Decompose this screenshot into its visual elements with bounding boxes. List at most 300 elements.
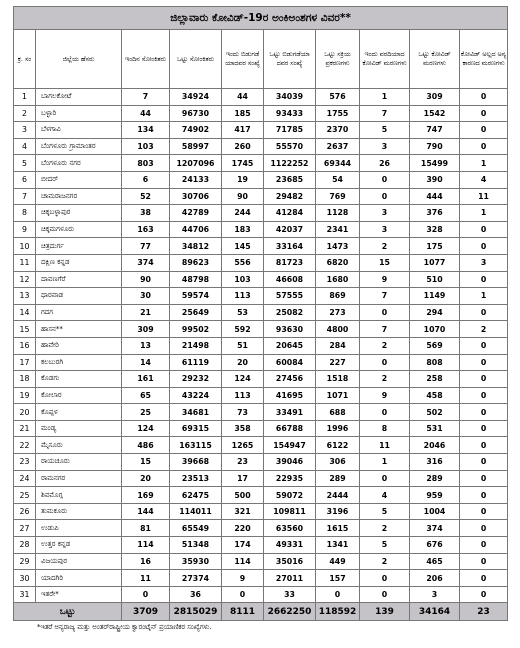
- district-name-cell: ಬೆಂಗಳೂರು ಗ್ರಾಮಾಂತರ: [36, 138, 122, 155]
- value-cell: 54: [316, 171, 360, 188]
- serial-number-cell: 24: [14, 470, 36, 487]
- value-cell: 556: [222, 254, 264, 271]
- value-cell: 0: [460, 553, 508, 570]
- value-cell: 65: [122, 387, 170, 404]
- value-cell: 38: [122, 205, 170, 222]
- value-cell: 7: [122, 89, 170, 106]
- table-row: [14, 387, 508, 404]
- value-cell: 43224: [170, 387, 222, 404]
- district-name-cell: ವಿಜಯಪುರ: [36, 553, 122, 570]
- value-cell: 258: [410, 371, 460, 388]
- value-cell: 36: [170, 586, 222, 603]
- value-cell: 0: [316, 586, 360, 603]
- value-cell: 62475: [170, 487, 222, 504]
- value-cell: 51: [222, 337, 264, 354]
- table-row: [14, 570, 508, 587]
- value-cell: 376: [410, 205, 460, 222]
- value-cell: 1615: [316, 520, 360, 537]
- serial-number-cell: 16: [14, 337, 36, 354]
- table-row: [14, 105, 508, 122]
- serial-number-cell: 10: [14, 238, 36, 255]
- value-cell: 13: [122, 337, 170, 354]
- district-name-cell: ದಾವಣಗೆರೆ: [36, 271, 122, 288]
- value-cell: 2: [360, 553, 410, 570]
- value-cell: 3: [360, 221, 410, 238]
- district-name-cell: ಬಳ್ಳಾರಿ: [36, 105, 122, 122]
- table-row: [14, 586, 508, 603]
- value-cell: 309: [122, 321, 170, 338]
- table-row: [14, 205, 508, 222]
- value-cell: 30: [122, 288, 170, 305]
- column-header: ಇಂದಿನ ಸೋಂಕಿತರು: [122, 30, 170, 89]
- value-cell: 284: [316, 337, 360, 354]
- table-row: [14, 437, 508, 454]
- value-cell: 1122252: [264, 155, 316, 172]
- value-cell: 747: [410, 122, 460, 139]
- value-cell: 33164: [264, 238, 316, 255]
- value-cell: 1: [460, 288, 508, 305]
- value-cell: 114: [122, 537, 170, 554]
- value-cell: 0: [460, 570, 508, 587]
- serial-number-cell: 8: [14, 205, 36, 222]
- value-cell: 0: [460, 437, 508, 454]
- value-cell: 183: [222, 221, 264, 238]
- value-cell: 3: [360, 138, 410, 155]
- value-cell: 1996: [316, 420, 360, 437]
- value-cell: 0: [460, 537, 508, 554]
- value-cell: 206: [410, 570, 460, 587]
- value-cell: 185: [222, 105, 264, 122]
- value-cell: 1542: [410, 105, 460, 122]
- value-cell: 109811: [264, 503, 316, 520]
- district-name-cell: ದಕ್ಷಿಣ ಕನ್ನಡ: [36, 254, 122, 271]
- value-cell: 576: [316, 89, 360, 106]
- column-header: ಜಿಲ್ಲೆಯ ಹೆಸರು: [36, 30, 122, 89]
- table-row: [14, 89, 508, 106]
- table-row: [14, 404, 508, 421]
- value-cell: 77: [122, 238, 170, 255]
- value-cell: 33491: [264, 404, 316, 421]
- value-cell: 103: [122, 138, 170, 155]
- value-cell: 316: [410, 454, 460, 471]
- district-name-cell: ಬೆಂಗಳೂರು ನಗರ: [36, 155, 122, 172]
- value-cell: 592: [222, 321, 264, 338]
- value-cell: 1077: [410, 254, 460, 271]
- value-cell: 808: [410, 354, 460, 371]
- value-cell: 3: [360, 205, 410, 222]
- total-value-cell: 118592: [316, 603, 360, 621]
- column-header: ಇಂದು ವರದಿಯಾದ ಕೋವಿಡ್ ಮರಣಗಳು: [360, 30, 410, 89]
- total-value-cell: 23: [460, 603, 508, 621]
- value-cell: 71785: [264, 122, 316, 139]
- value-cell: 53: [222, 304, 264, 321]
- serial-number-cell: 7: [14, 188, 36, 205]
- value-cell: 328: [410, 221, 460, 238]
- table-row: [14, 454, 508, 471]
- table-row: [14, 304, 508, 321]
- value-cell: 59574: [170, 288, 222, 305]
- value-cell: 15: [122, 454, 170, 471]
- district-name-cell: ಕೋಲಾರ: [36, 387, 122, 404]
- district-name-cell: ಚಿಕ್ಕಮಗಳೂರು: [36, 221, 122, 238]
- value-cell: 4: [360, 487, 410, 504]
- value-cell: 20645: [264, 337, 316, 354]
- table-row: [14, 238, 508, 255]
- value-cell: 163: [122, 221, 170, 238]
- value-cell: 34812: [170, 238, 222, 255]
- value-cell: 17: [222, 470, 264, 487]
- value-cell: 99502: [170, 321, 222, 338]
- value-cell: 676: [410, 537, 460, 554]
- serial-number-cell: 12: [14, 271, 36, 288]
- district-name-cell: ರಾಯಚೂರು: [36, 454, 122, 471]
- value-cell: 134: [122, 122, 170, 139]
- value-cell: 4: [460, 171, 508, 188]
- value-cell: 227: [316, 354, 360, 371]
- table-row: [14, 354, 508, 371]
- value-cell: 2444: [316, 487, 360, 504]
- value-cell: 93433: [264, 105, 316, 122]
- value-cell: 33: [264, 586, 316, 603]
- serial-number-cell: 6: [14, 171, 36, 188]
- value-cell: 0: [460, 404, 508, 421]
- value-cell: 30706: [170, 188, 222, 205]
- value-cell: 96730: [170, 105, 222, 122]
- value-cell: 161: [122, 371, 170, 388]
- column-header: ಒಟ್ಟು ಕೋವಿಡ್ ಮರಣಗಳು: [410, 30, 460, 89]
- value-cell: 11: [460, 188, 508, 205]
- value-cell: 113: [222, 288, 264, 305]
- table-row: [14, 122, 508, 139]
- value-cell: 7: [360, 105, 410, 122]
- district-name-cell: ಉತ್ತರ ಕನ್ನಡ: [36, 537, 122, 554]
- value-cell: 103: [222, 271, 264, 288]
- serial-number-cell: 25: [14, 487, 36, 504]
- serial-number-cell: 14: [14, 304, 36, 321]
- value-cell: 0: [360, 188, 410, 205]
- serial-number-cell: 3: [14, 122, 36, 139]
- value-cell: 9: [222, 570, 264, 587]
- value-cell: 0: [460, 387, 508, 404]
- value-cell: 169: [122, 487, 170, 504]
- district-name-cell: ಮಂಡ್ಯ: [36, 420, 122, 437]
- value-cell: 0: [360, 586, 410, 603]
- value-cell: 1: [460, 155, 508, 172]
- value-cell: 273: [316, 304, 360, 321]
- value-cell: 500: [222, 487, 264, 504]
- value-cell: 124: [222, 371, 264, 388]
- value-cell: 114: [222, 553, 264, 570]
- column-header: ಕೋವಿಡ್ ಅಲ್ಲದ ಅನ್ಯ ಕಾರಣದ ಮರಣಗಳು: [460, 30, 508, 89]
- value-cell: 486: [122, 437, 170, 454]
- value-cell: 74902: [170, 122, 222, 139]
- serial-number-cell: 28: [14, 537, 36, 554]
- value-cell: 34924: [170, 89, 222, 106]
- value-cell: 89623: [170, 254, 222, 271]
- value-cell: 114011: [170, 503, 222, 520]
- serial-number-cell: 17: [14, 354, 36, 371]
- value-cell: 0: [360, 470, 410, 487]
- value-cell: 41695: [264, 387, 316, 404]
- value-cell: 531: [410, 420, 460, 437]
- serial-number-cell: 23: [14, 454, 36, 471]
- value-cell: 49331: [264, 537, 316, 554]
- serial-number-cell: 30: [14, 570, 36, 587]
- value-cell: 35016: [264, 553, 316, 570]
- value-cell: 25649: [170, 304, 222, 321]
- value-cell: 154947: [264, 437, 316, 454]
- serial-number-cell: 4: [14, 138, 36, 155]
- value-cell: 23513: [170, 470, 222, 487]
- district-name-cell: ಬೆಳಗಾವಿ: [36, 122, 122, 139]
- district-name-cell: ರಾಮನಗರ: [36, 470, 122, 487]
- value-cell: 1: [360, 454, 410, 471]
- total-value-cell: 8111: [222, 603, 264, 621]
- value-cell: 174: [222, 537, 264, 554]
- serial-number-cell: 1: [14, 89, 36, 106]
- table-row: [14, 138, 508, 155]
- column-header: ಇಂದು ಬಿಡುಗಡೆ ಯಾದವರ ಸಂಖ್ಯೆ: [222, 30, 264, 89]
- value-cell: 27011: [264, 570, 316, 587]
- district-name-cell: ಇತರೇ*: [36, 586, 122, 603]
- value-cell: 24133: [170, 171, 222, 188]
- value-cell: 0: [460, 354, 508, 371]
- table-row: [14, 288, 508, 305]
- value-cell: 9: [360, 271, 410, 288]
- value-cell: 1680: [316, 271, 360, 288]
- value-cell: 0: [360, 404, 410, 421]
- value-cell: 4800: [316, 321, 360, 338]
- value-cell: 93630: [264, 321, 316, 338]
- value-cell: 163115: [170, 437, 222, 454]
- value-cell: 0: [460, 454, 508, 471]
- table-row: [14, 503, 508, 520]
- value-cell: 790: [410, 138, 460, 155]
- value-cell: 0: [460, 371, 508, 388]
- value-cell: 2046: [410, 437, 460, 454]
- column-header: ಒಟ್ಟು ಸೋಂಕಿತರು: [170, 30, 222, 89]
- district-name-cell: ಮೈಸೂರು: [36, 437, 122, 454]
- value-cell: 5: [360, 503, 410, 520]
- value-cell: 29232: [170, 371, 222, 388]
- value-cell: 14: [122, 354, 170, 371]
- value-cell: 58997: [170, 138, 222, 155]
- value-cell: 1341: [316, 537, 360, 554]
- value-cell: 444: [410, 188, 460, 205]
- total-value-cell: 139: [360, 603, 410, 621]
- value-cell: 81723: [264, 254, 316, 271]
- serial-number-cell: 29: [14, 553, 36, 570]
- value-cell: 1207096: [170, 155, 222, 172]
- value-cell: 3196: [316, 503, 360, 520]
- value-cell: 39046: [264, 454, 316, 471]
- covid-district-table: [13, 6, 508, 621]
- value-cell: 0: [360, 354, 410, 371]
- value-cell: 0: [460, 586, 508, 603]
- value-cell: 1: [360, 89, 410, 106]
- value-cell: 0: [360, 570, 410, 587]
- table-row: [14, 487, 508, 504]
- total-value-cell: 2662250: [264, 603, 316, 621]
- value-cell: 23: [222, 454, 264, 471]
- value-cell: 390: [410, 171, 460, 188]
- value-cell: 0: [460, 105, 508, 122]
- table-body: [14, 89, 508, 603]
- value-cell: 2: [360, 520, 410, 537]
- value-cell: 21498: [170, 337, 222, 354]
- value-cell: 21: [122, 304, 170, 321]
- district-name-cell: ಶಿವಮೊಗ್ಗ: [36, 487, 122, 504]
- value-cell: 20: [122, 470, 170, 487]
- totals-row: [14, 603, 508, 621]
- value-cell: 5: [360, 537, 410, 554]
- value-cell: 7: [360, 321, 410, 338]
- district-name-cell: ಕಲಬುರಗಿ: [36, 354, 122, 371]
- table-row: [14, 271, 508, 288]
- serial-number-cell: 26: [14, 503, 36, 520]
- value-cell: 81: [122, 520, 170, 537]
- value-cell: 1265: [222, 437, 264, 454]
- table-row: [14, 321, 508, 338]
- value-cell: 27456: [264, 371, 316, 388]
- value-cell: 374: [122, 254, 170, 271]
- serial-number-cell: 13: [14, 288, 36, 305]
- value-cell: 0: [460, 138, 508, 155]
- column-header: ಕ್ರ. ಸಂ: [14, 30, 36, 89]
- value-cell: 0: [460, 470, 508, 487]
- value-cell: 0: [460, 420, 508, 437]
- district-name-cell: ಬಾಗಲಕೋಟೆ: [36, 89, 122, 106]
- value-cell: 1755: [316, 105, 360, 122]
- value-cell: 0: [460, 337, 508, 354]
- value-cell: 2637: [316, 138, 360, 155]
- value-cell: 2370: [316, 122, 360, 139]
- value-cell: 0: [460, 221, 508, 238]
- value-cell: 144: [122, 503, 170, 520]
- value-cell: 220: [222, 520, 264, 537]
- column-header: ಒಟ್ಟು ಸಕ್ರಿಯ ಪ್ರಕರಣಗಳು: [316, 30, 360, 89]
- value-cell: 39668: [170, 454, 222, 471]
- value-cell: 52: [122, 188, 170, 205]
- district-name-cell: ಹಾಸನ**: [36, 321, 122, 338]
- value-cell: 44: [222, 89, 264, 106]
- column-header: ಒಟ್ಟು ಬಿಡುಗಡೆಯಾ ದವರ ಸಂಖ್ಯೆ: [264, 30, 316, 89]
- value-cell: 2: [360, 337, 410, 354]
- value-cell: 458: [410, 387, 460, 404]
- value-cell: 3: [410, 586, 460, 603]
- value-cell: 41284: [264, 205, 316, 222]
- value-cell: 63560: [264, 520, 316, 537]
- value-cell: 16: [122, 553, 170, 570]
- district-name-cell: ಧಾರವಾಡ: [36, 288, 122, 305]
- table-row: [14, 553, 508, 570]
- value-cell: 19: [222, 171, 264, 188]
- table-row: [14, 188, 508, 205]
- serial-number-cell: 31: [14, 586, 36, 603]
- value-cell: 1071: [316, 387, 360, 404]
- value-cell: 6122: [316, 437, 360, 454]
- value-cell: 113: [222, 387, 264, 404]
- covid-district-table-sheet: [13, 6, 507, 642]
- value-cell: 11: [122, 570, 170, 587]
- value-cell: 44706: [170, 221, 222, 238]
- serial-number-cell: 21: [14, 420, 36, 437]
- value-cell: 0: [460, 304, 508, 321]
- value-cell: 7: [360, 288, 410, 305]
- value-cell: 26: [360, 155, 410, 172]
- value-cell: 23685: [264, 171, 316, 188]
- value-cell: 27374: [170, 570, 222, 587]
- value-cell: 0: [222, 586, 264, 603]
- table-row: [14, 337, 508, 354]
- value-cell: 51348: [170, 537, 222, 554]
- value-cell: 9: [360, 387, 410, 404]
- value-cell: 374: [410, 520, 460, 537]
- value-cell: 1: [460, 205, 508, 222]
- value-cell: 29482: [264, 188, 316, 205]
- serial-number-cell: 22: [14, 437, 36, 454]
- value-cell: 145: [222, 238, 264, 255]
- value-cell: 294: [410, 304, 460, 321]
- value-cell: 289: [316, 470, 360, 487]
- value-cell: 0: [460, 122, 508, 139]
- table-row: [14, 221, 508, 238]
- district-name-cell: ತುಮಕೂರು: [36, 503, 122, 520]
- value-cell: 15: [360, 254, 410, 271]
- value-cell: 869: [316, 288, 360, 305]
- value-cell: 0: [460, 520, 508, 537]
- value-cell: 8: [360, 420, 410, 437]
- district-name-cell: ಚಾಮರಾಜನಗರ: [36, 188, 122, 205]
- table-row: [14, 371, 508, 388]
- table-row: [14, 470, 508, 487]
- title-row: [14, 7, 508, 30]
- value-cell: 34039: [264, 89, 316, 106]
- table-row: [14, 171, 508, 188]
- table-row: [14, 520, 508, 537]
- value-cell: 6820: [316, 254, 360, 271]
- value-cell: 1745: [222, 155, 264, 172]
- district-name-cell: ಯಾದಗಿರಿ: [36, 570, 122, 587]
- value-cell: 0: [360, 304, 410, 321]
- column-header-row: [14, 30, 508, 89]
- serial-number-cell: 9: [14, 221, 36, 238]
- value-cell: 0: [360, 171, 410, 188]
- value-cell: 244: [222, 205, 264, 222]
- district-name-cell: ಬೀದರ್: [36, 171, 122, 188]
- value-cell: 46608: [264, 271, 316, 288]
- value-cell: 309: [410, 89, 460, 106]
- value-cell: 0: [460, 271, 508, 288]
- district-name-cell: ಚಿತ್ರದುರ್ಗ: [36, 238, 122, 255]
- value-cell: 769: [316, 188, 360, 205]
- value-cell: 959: [410, 487, 460, 504]
- value-cell: 25082: [264, 304, 316, 321]
- serial-number-cell: 27: [14, 520, 36, 537]
- value-cell: 34681: [170, 404, 222, 421]
- value-cell: 2: [360, 238, 410, 255]
- serial-number-cell: 19: [14, 387, 36, 404]
- value-cell: 157: [316, 570, 360, 587]
- value-cell: 59072: [264, 487, 316, 504]
- value-cell: 3: [460, 254, 508, 271]
- value-cell: 6: [122, 171, 170, 188]
- serial-number-cell: 2: [14, 105, 36, 122]
- value-cell: 1070: [410, 321, 460, 338]
- district-name-cell: ಉಡುಪಿ: [36, 520, 122, 537]
- serial-number-cell: 5: [14, 155, 36, 172]
- serial-number-cell: 18: [14, 371, 36, 388]
